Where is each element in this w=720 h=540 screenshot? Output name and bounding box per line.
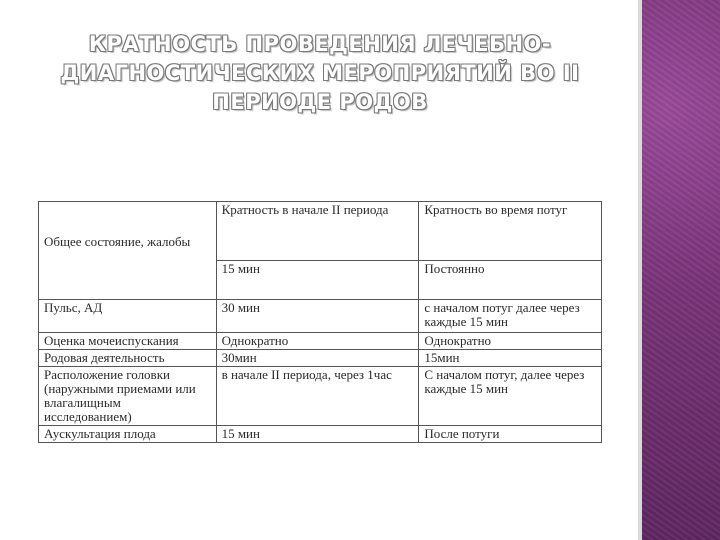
table-cell xyxy=(216,300,419,333)
monitoring-table xyxy=(38,201,602,443)
value-during-head-position: С началом потуг, далее через каждые 15 мин xyxy=(424,367,585,396)
table-cell xyxy=(419,261,602,300)
value-start-pulse-bp: 30 мин xyxy=(221,300,260,315)
table-cell xyxy=(39,350,217,367)
param-labor-activity: Родовая деятельность xyxy=(44,350,165,365)
decorative-sidebar xyxy=(642,0,720,540)
param-pulse-bp: Пульс, АД xyxy=(44,300,103,315)
value-start-fetal-auscultation: 15 мин xyxy=(221,426,260,441)
table-row xyxy=(39,350,602,367)
sidebar-texture xyxy=(642,0,720,540)
table-cell xyxy=(419,333,602,350)
param-head-position: Расположение головки (наружными приемами или влагалищным исследованием) xyxy=(44,367,196,424)
value-during-labor-activity: 15мин xyxy=(424,350,460,365)
header-start-frequency: Кратность в начале II периода xyxy=(221,202,389,217)
table-cell xyxy=(216,350,419,367)
value-during-fetal-auscultation: После потуги xyxy=(424,426,500,441)
value-start-head-position: в начале II периода, через 1час xyxy=(221,367,392,382)
table-cell xyxy=(216,367,419,426)
table-cell xyxy=(419,367,602,426)
value-start-labor-activity: 30мин xyxy=(221,350,257,365)
header-during-pushing: Кратность во время потуг xyxy=(424,202,568,217)
table-cell xyxy=(39,300,217,333)
title-line-2: ДИАГНОСТИЧЕСКИХ МЕРОПРИЯТИЙ ВО II xyxy=(60,61,580,85)
table-cell xyxy=(216,333,419,350)
table-cell xyxy=(39,426,217,443)
table-cell xyxy=(39,333,217,350)
table-cell xyxy=(39,367,217,426)
table-cell xyxy=(419,300,602,333)
value-during-urination: Однократно xyxy=(424,333,492,348)
table-cell xyxy=(39,202,217,300)
param-fetal-auscultation: Аускультация плода xyxy=(44,426,156,441)
value-during-pulse-bp: с началом потуг далее через каждые 15 мин xyxy=(424,300,580,329)
table-row xyxy=(39,300,602,333)
table-header-cell xyxy=(216,202,419,261)
title-line-3: ПЕРИОДЕ РОДОВ xyxy=(212,90,428,114)
table-cell xyxy=(216,261,419,300)
table-row xyxy=(39,426,602,443)
table-row xyxy=(39,367,602,426)
param-general-condition: Общее состояние, жалобы xyxy=(44,234,191,249)
value-start-general-condition: 15 мин xyxy=(221,261,260,277)
value-start-urination: Однократно xyxy=(221,333,289,348)
table-header-cell xyxy=(419,202,602,261)
table-cell xyxy=(419,350,602,367)
table-cell xyxy=(419,426,602,443)
value-during-general-condition: Постоянно xyxy=(424,261,485,277)
table-row xyxy=(39,333,602,350)
title-line-1: КРАТНОСТЬ ПРОВЕДЕНИЯ ЛЕЧЕБНО- xyxy=(88,32,552,56)
slide-title xyxy=(30,30,610,117)
table-row xyxy=(39,202,602,261)
param-urination: Оценка мочеиспускания xyxy=(44,333,179,348)
table-cell xyxy=(216,426,419,443)
